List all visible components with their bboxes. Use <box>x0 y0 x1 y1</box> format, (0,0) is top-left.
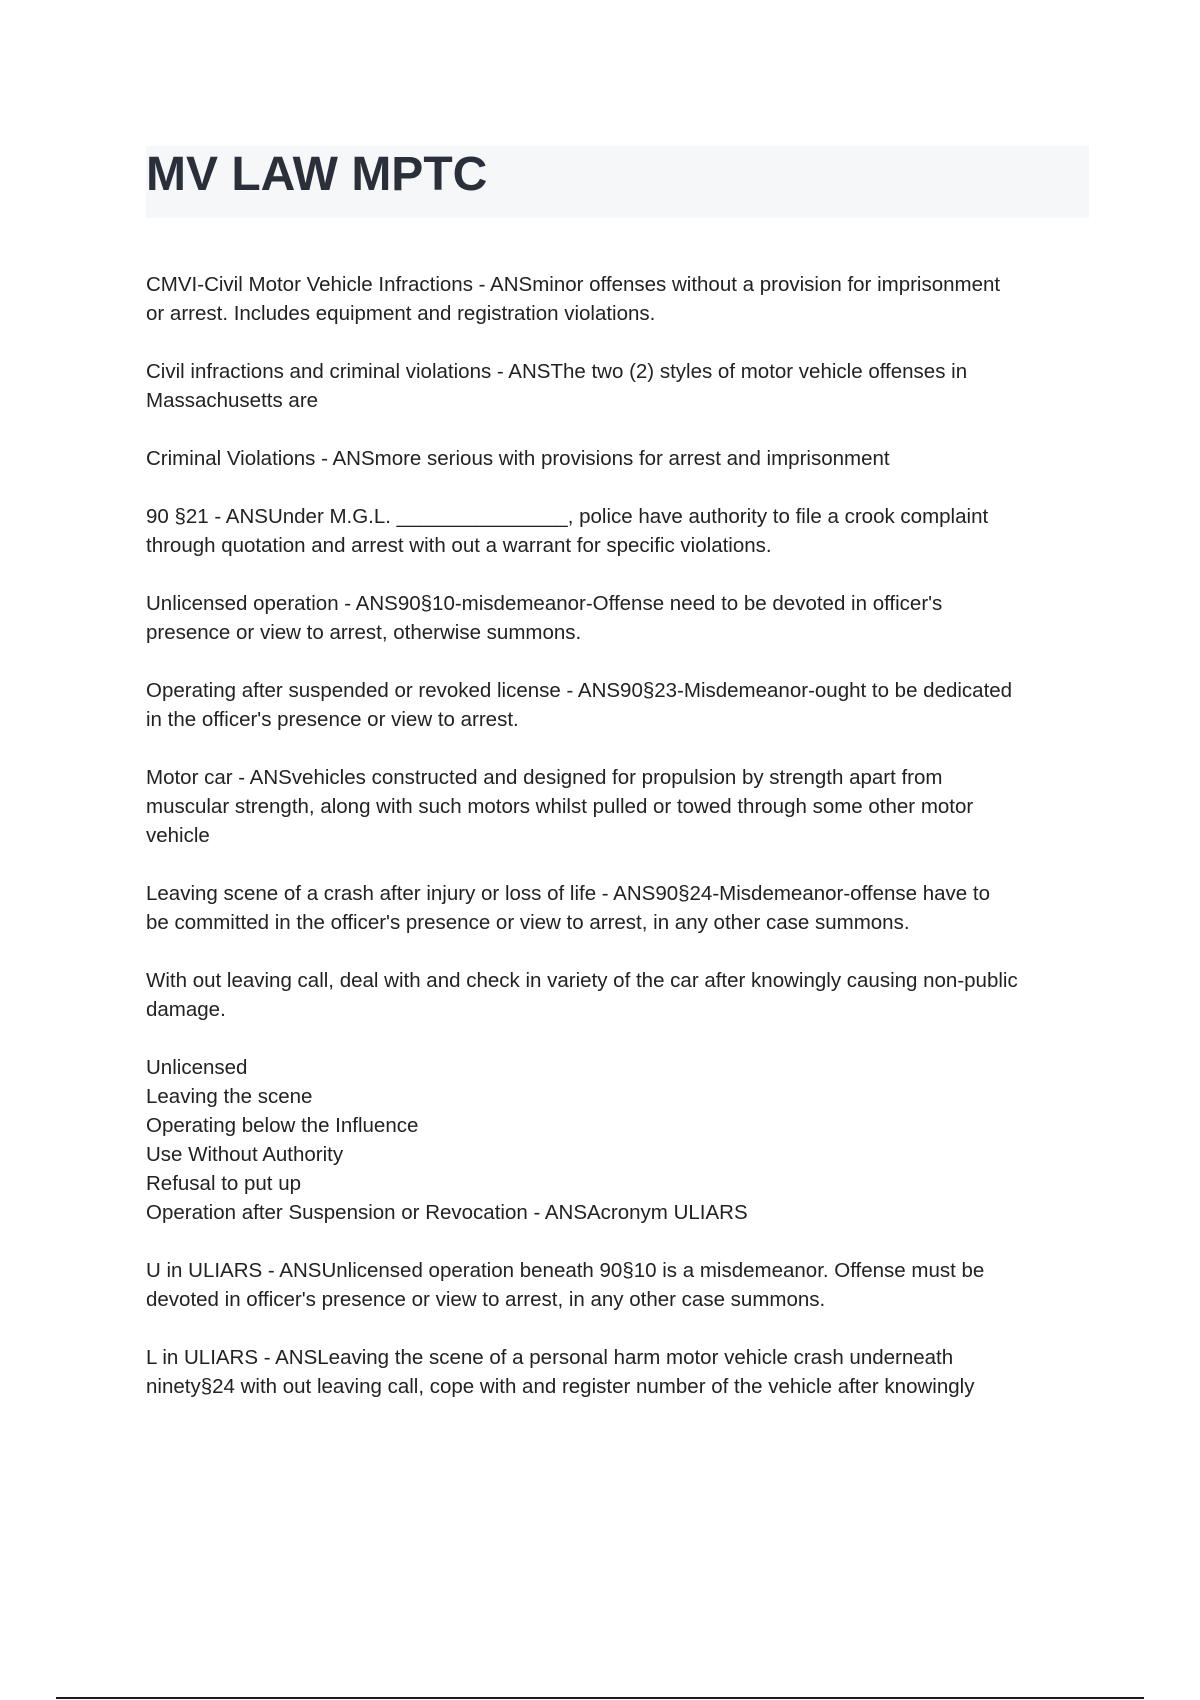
entry-civil-criminal: Civil infractions and criminal violations - ANSThe two (2) styles of motor vehicle offenses in Massachusetts are <box>146 360 968 412</box>
entry-criminal-violations: Criminal Violations - ANSmore serious with provisions for arrest and imprisonment <box>146 447 890 470</box>
entry-suspended-revoked: Operating after suspended or revoked license - ANS90§23-Misdemeanor-ought to be dedicated in the officer's presence or view to arrest. <box>146 679 1013 731</box>
entry-l-in-uliars: L in ULIARS - ANSLeaving the scene of a personal harm motor vehicle crash underneath ninety§24 with out leaving call, cope with and register number of the vehicle after knowingly <box>146 1346 975 1398</box>
entry-leaving-scene: Leaving scene of a crash after injury or loss of life - ANS90§24-Misdemeanor-offense have to be committed in the officer's presence or view to arrest, in any other case summons. <box>146 882 990 934</box>
document-title: MV LAW MPTC <box>146 148 488 201</box>
entry-u-in-uliars: U in ULIARS - ANSUnlicensed operation beneath 90§10 is a misdemeanor. Offense must be devoted in officer's presence or view to arrest, in any other case summons. <box>146 1259 985 1311</box>
entry-motor-car: Motor car - ANSvehicles constructed and designed for propulsion by strength apart from muscular strength, along with such motors whilst pulled or towed through some other motor vehicle <box>146 766 974 847</box>
entry-cmvi: CMVI-Civil Motor Vehicle Infractions - ANSminor offenses without a provision for imprisonment or arrest. Includes equipment and registration violations. <box>146 273 1001 325</box>
entry-unlicensed-operation: Unlicensed operation - ANS90§10-misdemeanor-Offense need to be devoted in officer's presence or view to arrest, otherwise summons. <box>146 592 943 644</box>
entry-uliars-acronym: Unlicensed Leaving the scene Operating below the Influence Use Without Authority Refusal to put up Operation after Suspension or Revocation - ANSAcronym ULIARS <box>146 1056 748 1224</box>
document-body <box>146 270 1096 1430</box>
entry-property-damage: With out leaving call, deal with and check in variety of the car after knowingly causing non-public damage. <box>146 969 1018 1021</box>
footer-rule <box>56 1697 1144 1699</box>
entry-90-21: 90 §21 - ANSUnder M.G.L. _______________, police have authority to file a crook complaint through quotation and arrest with out a warrant for specific violations. <box>146 505 989 557</box>
